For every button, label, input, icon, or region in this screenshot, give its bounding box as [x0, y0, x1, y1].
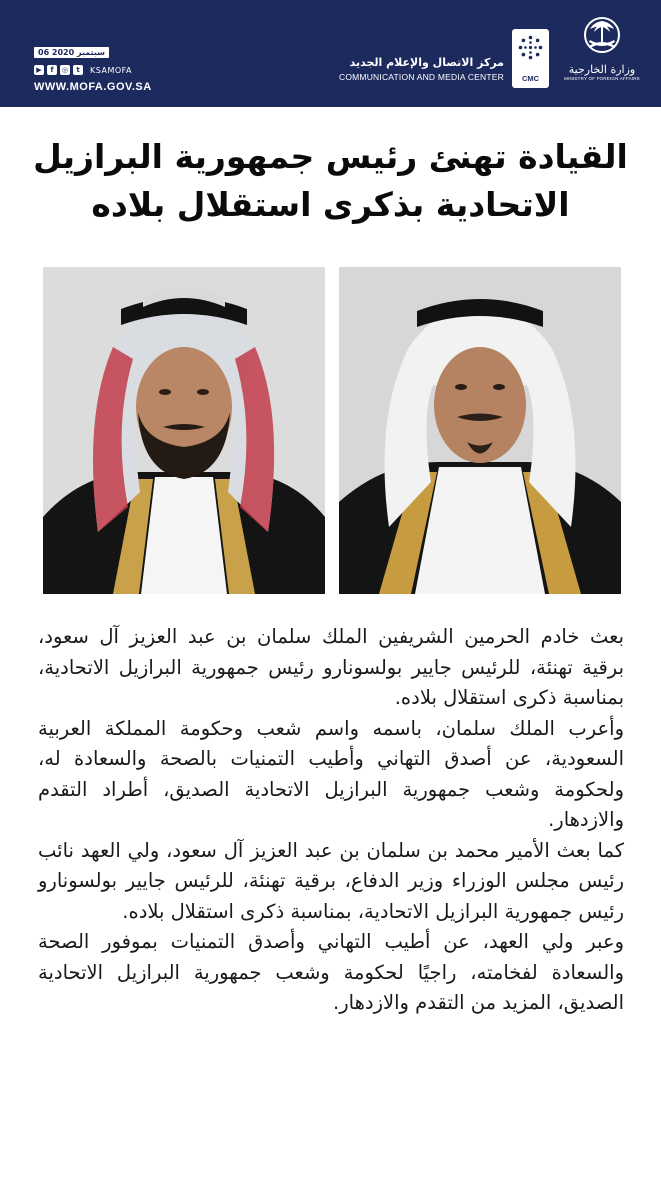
ministry-name-ar: وزارة الخارجية [568, 63, 636, 76]
date-badge: 06 سبتمبر 2020 [34, 47, 109, 58]
youtube-icon[interactable]: ▶ [34, 65, 44, 75]
paragraph: بعث خادم الحرمين الشريفين الملك سلمان بن عبد العزيز آل سعود، برقية تهنئة، للرئيس جايير بولسونارو رئيس جمهورية البرازيل الاتحادية، بمناسبة ذكرى استقلال بلاده. [38, 625, 624, 709]
paragraph: وأعرب الملك سلمان، باسمه واسم شعب وحكومة المملكة العربية السعودية، عن أصدق التهاني وأطيب التمنيات بالصحة والسعادة له، ولحكومة وشعب جمهورية البرازيل الاتحادية الصديق، أطراد التقدم والازدهار. [38, 716, 624, 831]
ministry-name-en: MINISTRY OF FOREIGN AFFAIRS [564, 76, 640, 81]
cmc-logo-label: CMC [521, 74, 540, 83]
website-link[interactable]: WWW.MOFA.GOV.SA [34, 81, 152, 93]
header-contact [34, 40, 204, 100]
cmc-logo [512, 29, 549, 88]
king-salman-photo [339, 267, 621, 594]
palm-swords-emblem-icon [580, 16, 624, 62]
instagram-icon[interactable]: ◎ [61, 66, 69, 74]
crown-prince-photo [43, 267, 325, 594]
ministry-logo [557, 16, 647, 104]
headline: القيادة تهنئ رئيس جمهورية البرازيل الاتحادية بذكرى استقلال بلاده [33, 137, 628, 224]
facebook-icon[interactable]: f [47, 65, 57, 75]
cmc-name [302, 56, 504, 82]
social-row [34, 64, 204, 76]
cmc-name-ar: مركز الاتصال والإعلام الجديد [349, 56, 504, 69]
cmc-name-en: COMMUNICATION AND MEDIA CENTER [339, 72, 504, 82]
cmc-dots-icon [518, 35, 543, 60]
paragraph: كما بعث الأمير محمد بن سلمان بن عبد العزيز آل سعود، ولي العهد نائب رئيس مجلس الوزراء وزير الدفاع، برقية تهنئة، للرئيس جايير بولسونارو رئيس جمهورية البرازيل الاتحادية، بمناسبة ذكرى استقلال بلاده. [38, 838, 624, 923]
paragraph: وعبر ولي العهد، عن أطيب التهاني وأصدق التمنيات بموفور الصحة والسعادة لفخامته، راجيًا لحكومة وشعب جمهورية البرازيل الاتحادية الصديق، المزيد من التقدم والازدهار. [38, 930, 624, 1014]
social-handle[interactable]: KSAMOFA [90, 65, 132, 75]
article-body [38, 622, 624, 1019]
twitter-icon[interactable]: t [73, 65, 83, 75]
header-bar [0, 0, 661, 107]
